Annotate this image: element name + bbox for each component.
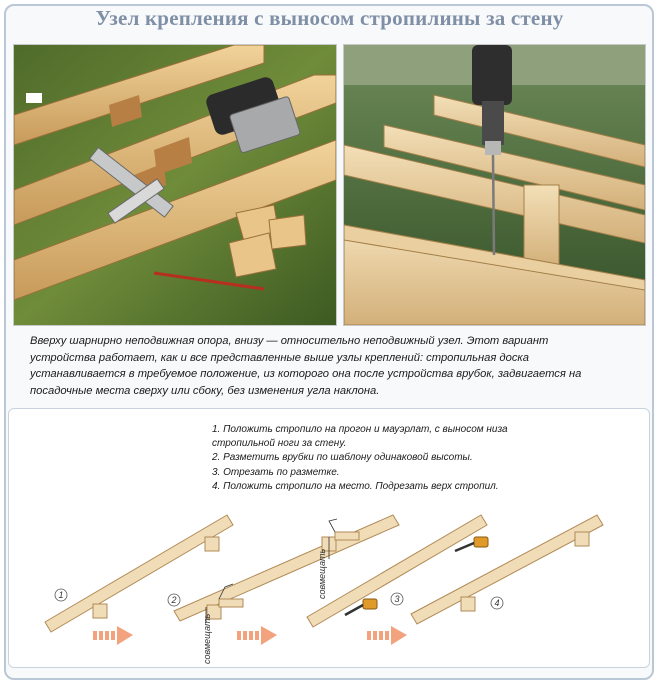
page-title: Узел крепления с выносом стропилины за стену (95, 6, 564, 30)
template-block (219, 599, 243, 607)
rafter-board (411, 515, 603, 624)
photo-right (343, 44, 646, 326)
align-label: совмещать (317, 548, 327, 599)
caption-line: посадочные места сверху или сбоку, без изменения угла наклона. (30, 384, 380, 397)
step-line: 3. Отрезать по разметке. (212, 466, 340, 478)
right-arrow-icon (367, 626, 407, 645)
installation-diagram (8, 408, 650, 668)
caption-line: устройства работает, как и все представленные выше узлы креплений: стропильная доска (30, 351, 529, 364)
caption-line: устанавливается в требуемое положение, из которого она после устройства врубок, задвигается на (30, 368, 582, 380)
stage-number: 2 (171, 595, 177, 605)
stage-number: 4 (494, 598, 500, 608)
template-block (335, 532, 359, 540)
step-line: 2. Разметить врубки по шаблону одинаковой высоты. (212, 452, 473, 464)
jigsaw-cutting-rafter-photo (14, 45, 336, 325)
purlin-block (575, 532, 589, 546)
step-line: стропильной ноги за стену. (212, 438, 347, 450)
right-arrow-icon (237, 626, 277, 645)
stage-number: 3 (394, 594, 400, 604)
mauerlat-block (93, 604, 107, 618)
rafter-board (307, 515, 487, 627)
caption-text (30, 333, 640, 399)
caption-line: Вверху шарнирно неподвижная опора, внизу — относительно неподвижный узел. Этот вариант (30, 335, 549, 347)
stage-number: 1 (58, 590, 64, 600)
step-line: 4. Положить стропило на место. Подрезать верх стропил. (212, 480, 499, 492)
drill-screwing-rafter-photo (344, 45, 645, 325)
mauerlat-block (461, 597, 475, 611)
diagram-drawing (9, 409, 649, 667)
purlin-block (205, 537, 219, 551)
right-arrow-icon (93, 626, 133, 645)
align-label: совмещать (202, 613, 212, 664)
step-line: 1. Положить стропило на прогон и мауэрлат, с выносом низа (212, 424, 508, 435)
photo-left (13, 44, 337, 326)
